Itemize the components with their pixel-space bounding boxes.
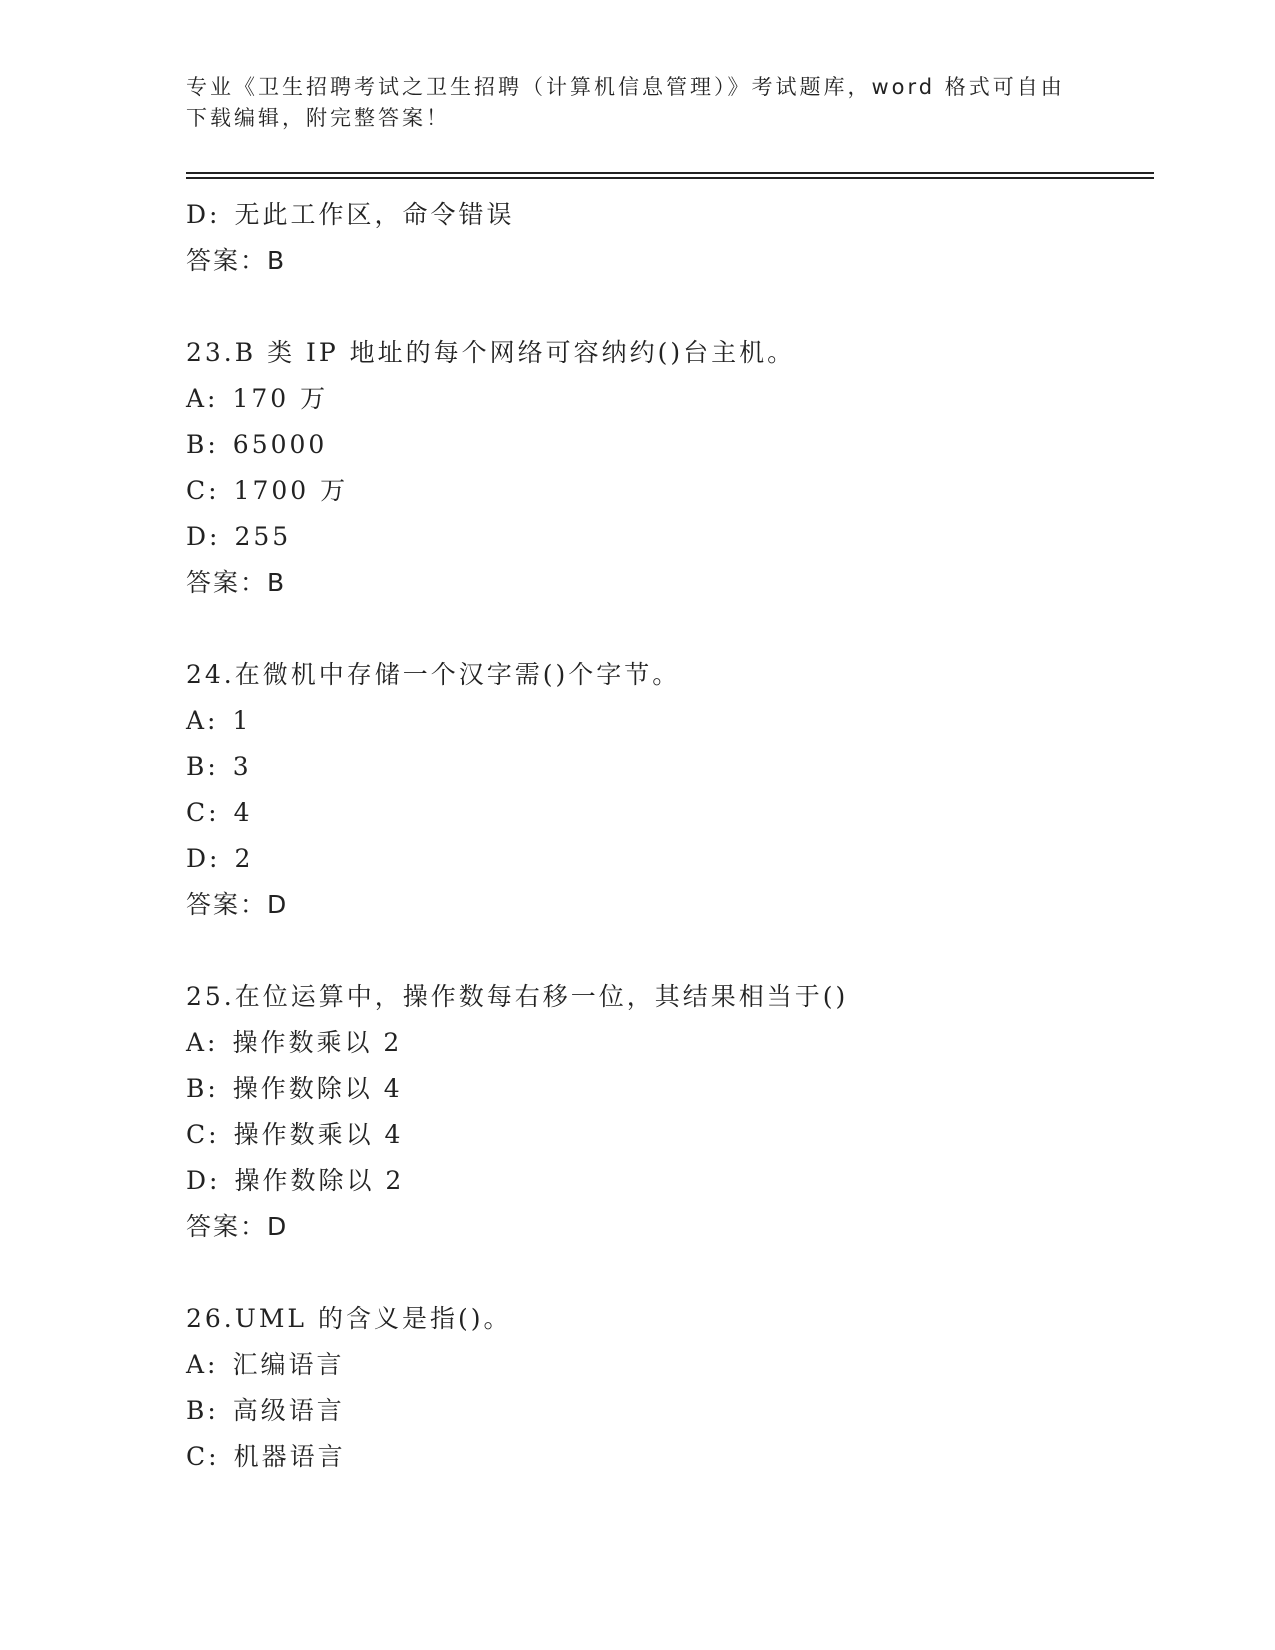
option-c (186, 1434, 1146, 1480)
answer-line: 答案：B (186, 246, 287, 275)
option-label: C: (186, 1120, 220, 1149)
answer-line: 答案：B (186, 568, 287, 597)
option-c (186, 1112, 1146, 1158)
option-text: 65000 (232, 430, 328, 459)
option-text: 机器语言 (233, 1442, 346, 1471)
option-b (186, 1066, 1146, 1112)
option-text: 操作数乘以 2 (232, 1028, 403, 1057)
option-label: C: (186, 476, 220, 505)
option-b (186, 1388, 1146, 1434)
option-text: 1700 万 (233, 476, 349, 505)
option-label: C: (186, 798, 220, 827)
option-text: 1 (232, 706, 252, 735)
option-a (186, 698, 1146, 744)
option-text: 高级语言 (232, 1396, 345, 1425)
option-a (186, 376, 1146, 422)
option-d (186, 1158, 1146, 1204)
option-label: A: (186, 384, 219, 413)
question-stem: 23.B 类 IP 地址的每个网络可容纳约()台主机。 (186, 338, 796, 367)
option-text: 2 (234, 844, 254, 873)
option-d (186, 192, 1146, 238)
question-stem: 26.UML 的含义是指()。 (186, 1304, 512, 1333)
header-divider-bottom (186, 177, 1154, 179)
question-stem: 24.在微机中存储一个汉字需()个字节。 (186, 660, 681, 689)
option-c (186, 790, 1146, 836)
answer-line: 答案：D (186, 890, 289, 919)
option-text: 操作数乘以 4 (233, 1120, 404, 1149)
spacer (186, 928, 1146, 974)
answer-line: 答案：D (186, 1212, 289, 1241)
option-b (186, 744, 1146, 790)
option-text: 4 (233, 798, 253, 827)
spacer (186, 606, 1146, 652)
option-d (186, 514, 1146, 560)
option-label: D: (186, 1166, 221, 1195)
option-label: D: (186, 522, 221, 551)
spacer (186, 284, 1146, 330)
question-content (186, 192, 1146, 1480)
header-divider-top (186, 172, 1154, 174)
option-c (186, 468, 1146, 514)
option-label: B: (186, 1396, 219, 1425)
option-label: D: (186, 844, 221, 873)
option-label: D: (186, 200, 221, 229)
option-label: B: (186, 752, 219, 781)
option-text: 无此工作区，命令错误 (234, 200, 515, 229)
option-label: B: (186, 1074, 219, 1103)
option-text: 255 (234, 522, 292, 551)
option-text: 汇编语言 (232, 1350, 345, 1379)
option-label: A: (186, 1028, 219, 1057)
option-label: B: (186, 430, 219, 459)
option-text: 3 (232, 752, 252, 781)
option-text: 操作数除以 4 (232, 1074, 403, 1103)
option-label: C: (186, 1442, 220, 1471)
option-d (186, 836, 1146, 882)
option-label: A: (186, 706, 219, 735)
option-text: 操作数除以 2 (234, 1166, 405, 1195)
option-b (186, 422, 1146, 468)
option-a (186, 1342, 1146, 1388)
spacer (186, 1250, 1146, 1296)
option-a (186, 1020, 1146, 1066)
header-text: 专业《卫生招聘考试之卫生招聘（计算机信息管理）》考试题库，word 格式可自由下载编辑，附完整答案！ (186, 75, 1065, 130)
question-stem: 25.在位运算中，操作数每右移一位，其结果相当于() (186, 982, 849, 1011)
option-text: 170 万 (232, 384, 329, 413)
document-header (186, 72, 1066, 134)
option-label: A: (186, 1350, 219, 1379)
